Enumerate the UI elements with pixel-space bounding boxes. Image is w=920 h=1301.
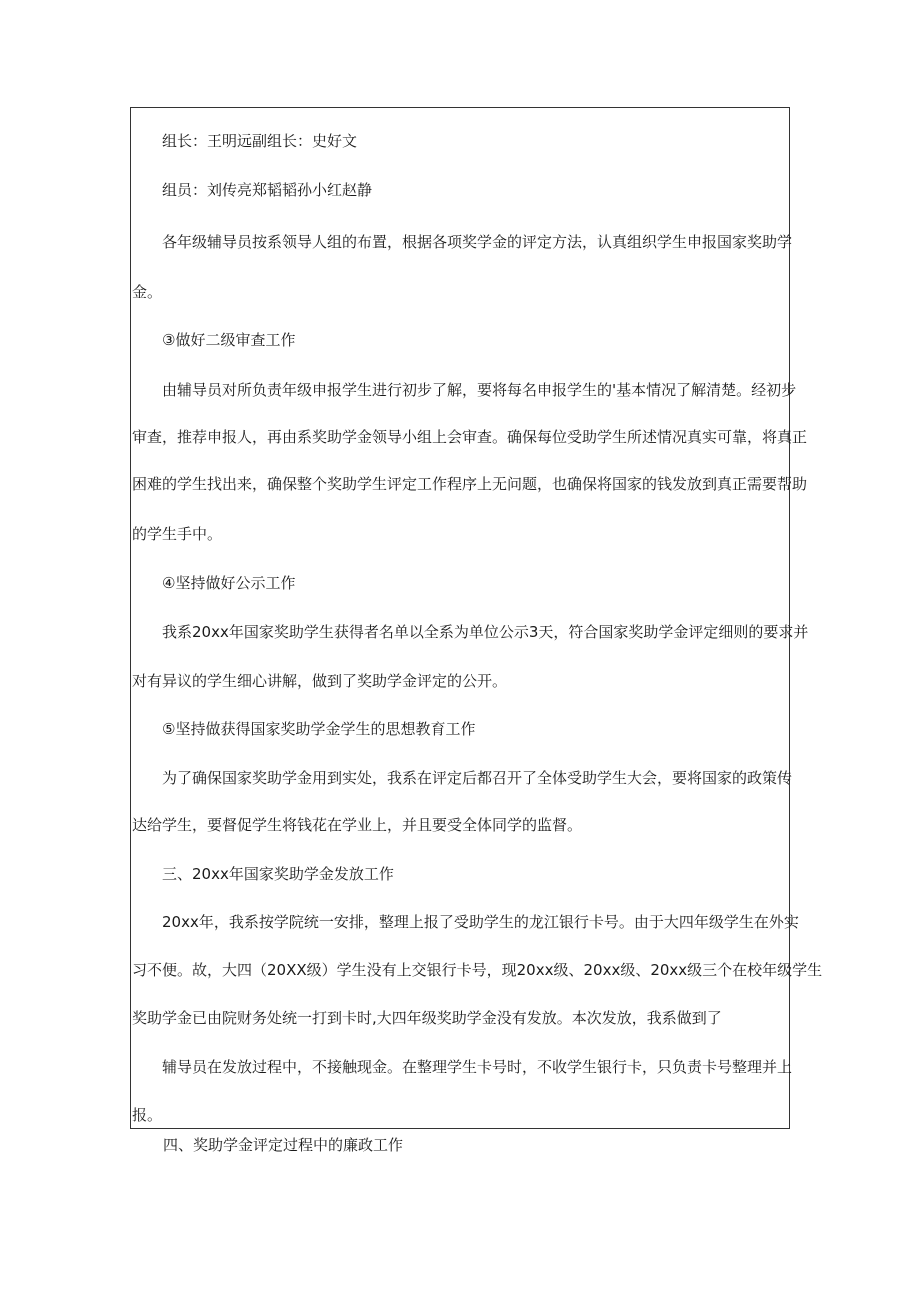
paragraph-line: 审查，推荐申报人，再由系奖助学金领导小组上会审查。确保每位受助学生所述情况真实可靠，将真正 [132,428,808,446]
paragraph-line: 达给学生，要督促学生将钱花在学业上，并且要受全体同学的监督。 [132,816,583,834]
paragraph-line: 的学生手中。 [132,525,223,543]
paragraph-line: 困难的学生找出来，确保整个奖助学生评定工作程序上无问题，也确保将国家的钱发放到真正需要帮助 [132,475,808,493]
paragraph-line: 辅导员在发放过程中，不接触现金。在整理学生卡号时，不收学生银行卡，只负责卡号整理并上 [162,1058,793,1076]
paragraph-line: 我系20xx年国家奖助学生获得者名单以全系为单位公示3天，符合国家奖助学金评定细则的要求并 [162,623,809,641]
section-heading: 三、20xx年国家奖助学金发放工作 [162,865,394,883]
section-heading: ④坚持做好公示工作 [162,574,296,592]
section-heading: 四、奖助学金评定过程中的廉政工作 [163,1136,404,1154]
paragraph-line: 对有异议的学生细心讲解，做到了奖助学金评定的公开。 [132,672,508,690]
paragraph-line: 20xx年，我系按学院统一安排，整理上报了受助学生的龙江银行卡号。由于大四年级学生在外实 [162,913,799,931]
paragraph-line: 金。 [132,283,163,301]
paragraph-line: 习不便。故，大四（20XX级）学生没有上交银行卡号，现20xx级、20xx级、20xx级三个在校年级学生 [132,961,823,979]
paragraph-line: 各年级辅导员按系领导人组的布置，根据各项奖学金的评定方法，认真组织学生申报国家奖助学 [162,233,793,251]
leader-line: 组长：王明远副组长：史好文 [162,132,358,150]
paragraph-line: 为了确保国家奖助学金用到实处，我系在评定后都召开了全体受助学生大会，要将国家的政策传 [162,769,793,787]
paragraph-line: 报。 [132,1106,163,1124]
paragraph-line: 奖助学金已由院财务处统一打到卡时,大四年级奖助学金没有发放。本次发放，我系做到了 [132,1009,722,1027]
paragraph-line: 由辅导员对所负责年级申报学生进行初步了解，要将每名申报学生的'基本情况了解清楚。经初步 [162,381,797,399]
section-heading: ③做好二级审查工作 [162,331,296,349]
members-line: 组员：刘传亮郑韬韬孙小红赵静 [162,181,373,199]
section-heading: ⑤坚持做获得国家奖助学金学生的思想教育工作 [162,720,476,738]
